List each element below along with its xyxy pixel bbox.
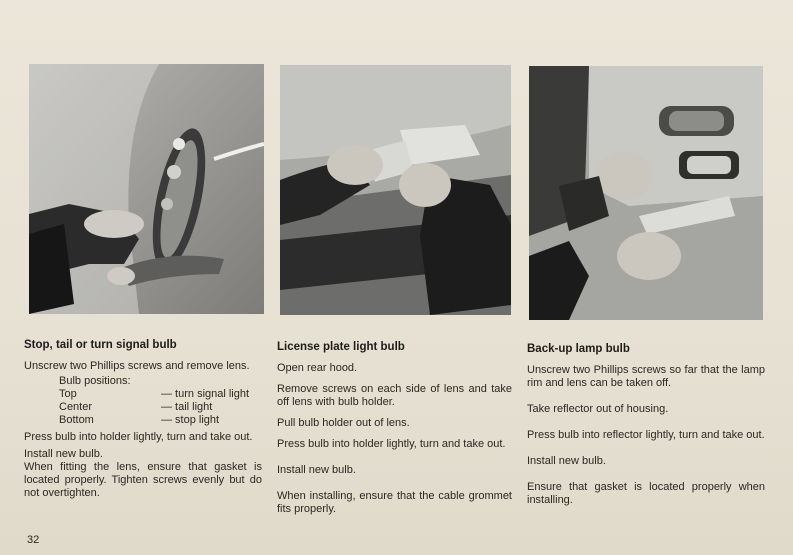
instruction-text: Remove screws on each side of lens and take off lens with bulb holder. (277, 383, 512, 408)
section-heading: Stop, tail or turn signal bulb (24, 339, 177, 351)
instruction-text: Install new bulb. (527, 455, 606, 467)
tail-light-photo (29, 64, 264, 314)
instruction-text: Pull bulb holder out of lens. (277, 417, 410, 429)
backup-lamp-section (527, 343, 765, 507)
bulb-function: — stop light (161, 414, 220, 426)
page-number: 32 (27, 534, 40, 546)
instruction-text: Press bulb into reflector lightly, turn and take out. (527, 429, 765, 441)
instruction-text: When fitting the lens, ensure that gasket is located properly. Tighten screws evenly but do not overtighten. (24, 461, 262, 499)
bulb-position: Bottom (59, 414, 94, 426)
bulb-positions-label: Bulb positions: (59, 375, 131, 387)
instruction-text: Install new bulb. (277, 464, 356, 476)
bulb-function: — turn signal light (161, 388, 250, 400)
backup-lamp-photo (529, 66, 763, 320)
bulb-position: Top (59, 388, 77, 400)
bulb-position-row (59, 401, 262, 414)
stop-tail-turn-section (24, 339, 262, 500)
instruction-text: Unscrew two Phillips screws so far that the lamp rim and lens can be taken off. (527, 364, 765, 389)
instruction-text: Take reflector out of housing. (527, 403, 669, 415)
section-heading: Back-up lamp bulb (527, 343, 630, 355)
instruction-text: Press bulb into holder lightly, turn and take out. (24, 431, 253, 443)
instruction-text: When installing, ensure that the cable grommet fits properly. (277, 490, 512, 515)
instruction-text: Unscrew two Phillips screws and remove lens. (24, 360, 250, 372)
bulb-position-row (59, 388, 262, 401)
instruction-text: Ensure that gasket is located properly when installing. (527, 481, 765, 506)
bulb-position-row (59, 414, 262, 427)
instruction-text: Press bulb into holder lightly, turn and take out. (277, 438, 506, 450)
instruction-text: Install new bulb. (24, 448, 103, 460)
bulb-function: — tail light (161, 401, 213, 413)
license-plate-section (277, 341, 512, 516)
section-heading: License plate light bulb (277, 341, 405, 353)
license-plate-light-photo (280, 65, 511, 315)
instruction-text: Open rear hood. (277, 362, 358, 374)
bulb-position: Center (59, 401, 93, 413)
